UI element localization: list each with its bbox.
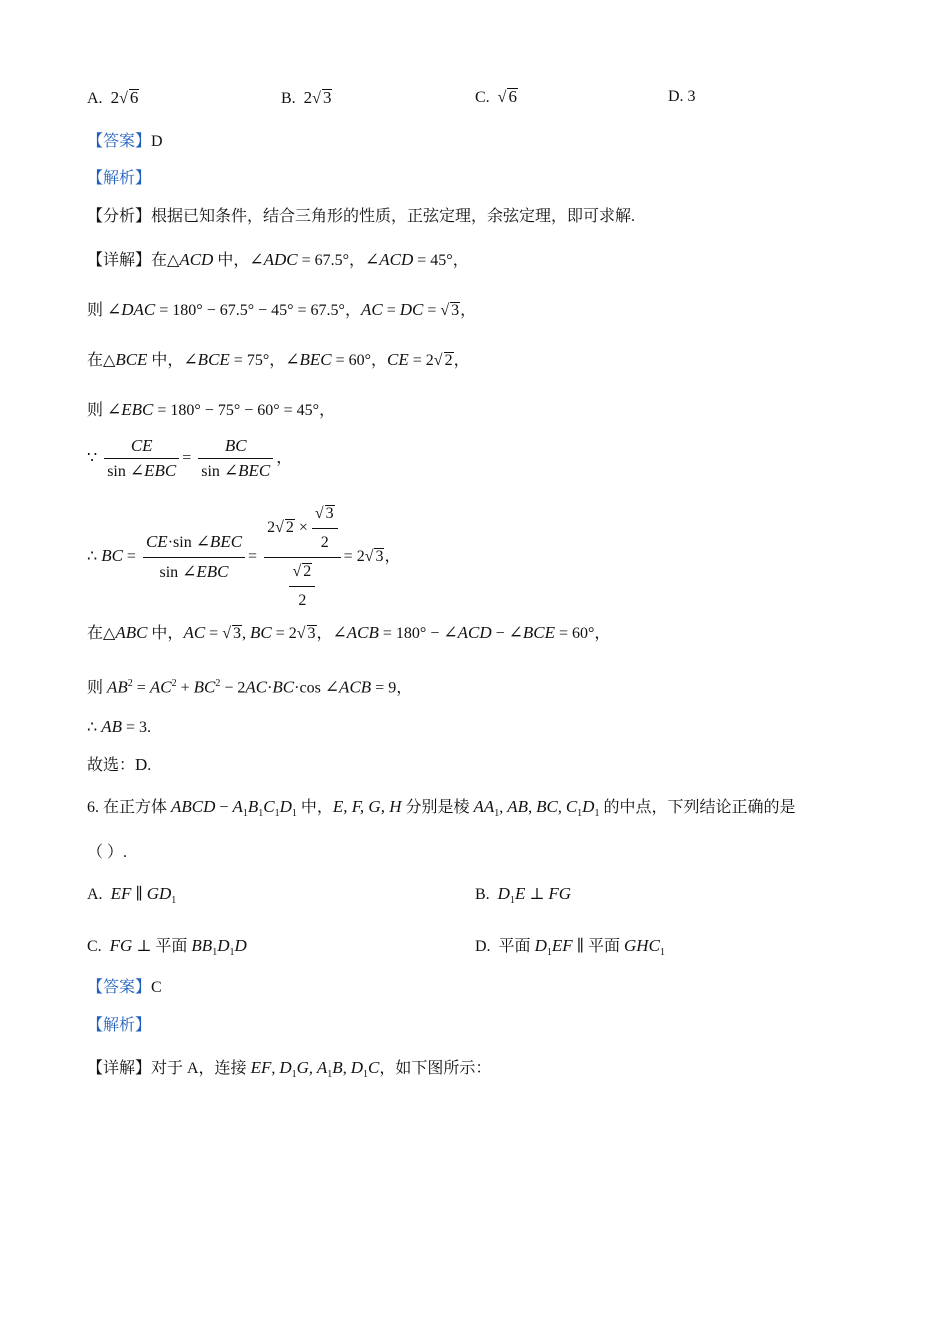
answer-line-6: [87, 978, 162, 998]
detail-line-4: 则 ∠EBC = 180° − 75° − 60° = 45°，: [87, 400, 336, 419]
answer-label: 【答案】: [87, 133, 152, 150]
q5-option-d: D. 3: [668, 88, 696, 105]
analysis-label: 【解析】: [87, 170, 152, 187]
answer-value-6: C: [151, 979, 162, 996]
q6-option-c: C. FG ⊥ 平面 $BB_1D_1D$: [87, 936, 247, 959]
detail-line-1: 【详解】在△ACD 中，∠ADC = 67.5°，∠ACD = 45°，: [87, 250, 469, 269]
fenxi-line: 【分析】根据已知条件，结合三角形的性质，正弦定理，余弦定理，即可求解.: [87, 208, 636, 225]
q6-paren: （ ）.: [87, 844, 128, 861]
detail-line-5: ∵ $\frac{CE}{\text{sin ∠EBC}}$ = $\frac{BC}{\text{sin ∠BEC}}$ ，: [87, 436, 293, 480]
detail-line-7: 在△ABC 中，AC = √ 3, BC = 2√ 3，∠ACB = 180° − ∠ACD − ∠BCE = 60°，: [87, 623, 611, 642]
q6-option-a: A. EF ∥ $GD_1$: [87, 884, 177, 907]
q5-option-c: C. √ 6: [475, 87, 517, 106]
q6-stem: 6. 在正方体 ABCD − $A_1B_1C_1D_1$ 中，E, F, G, H 分别是棱 $AA_1$, AB, BC, $C_1D_1$ 的中点，下列结论正确的是: [87, 797, 796, 820]
detail-line-8: 则 $AB^2 = AC^2 + BC^2 - 2AC\cdot BC\cdot\cos$ ∠ACB = 9，: [87, 677, 413, 697]
analysis-label-6: 【解析】: [87, 1017, 152, 1034]
q6-option-d: D. 平面 $D_1EF$ ∥ 平面 $GHC_1$: [475, 936, 665, 959]
detail-line-3: 在△BCE 中，∠BCE = 75°，∠BEC = 60°，CE = 2√ 2，: [87, 350, 470, 369]
detail-line-9: ∴ AB = 3.: [87, 717, 151, 736]
q5-option-a: A. 2√ 6: [87, 88, 139, 107]
q6-detail: 【详解】对于 A，连接 EF, $D_1G$, $A_1B$, $D_1C$，如下图所示：: [87, 1058, 492, 1081]
q5-option-b: B. 2√ 3: [281, 88, 332, 107]
answer-value: D: [151, 133, 163, 150]
answer-label-6: 【答案】: [87, 979, 152, 996]
detail-line-2: 则 ∠DAC = 180° − 67.5° − 45° = 67.5°，AC = DC = √ 3，: [87, 300, 477, 319]
detail-line-10: 故选：D.: [87, 755, 152, 774]
q6-option-b: B. $D_1E$ ⊥ FG: [475, 884, 572, 907]
answer-line-5: [87, 132, 163, 152]
detail-line-6: ∴ BC = $\frac{\text{CE·sin ∠BEC}}{\text{sin ∠EBC}}$ = 2√ 2 × $\frac{√ 3}{2}$ $\frac{√ 2}{2}$ = 2√ 3，: [87, 502, 401, 613]
